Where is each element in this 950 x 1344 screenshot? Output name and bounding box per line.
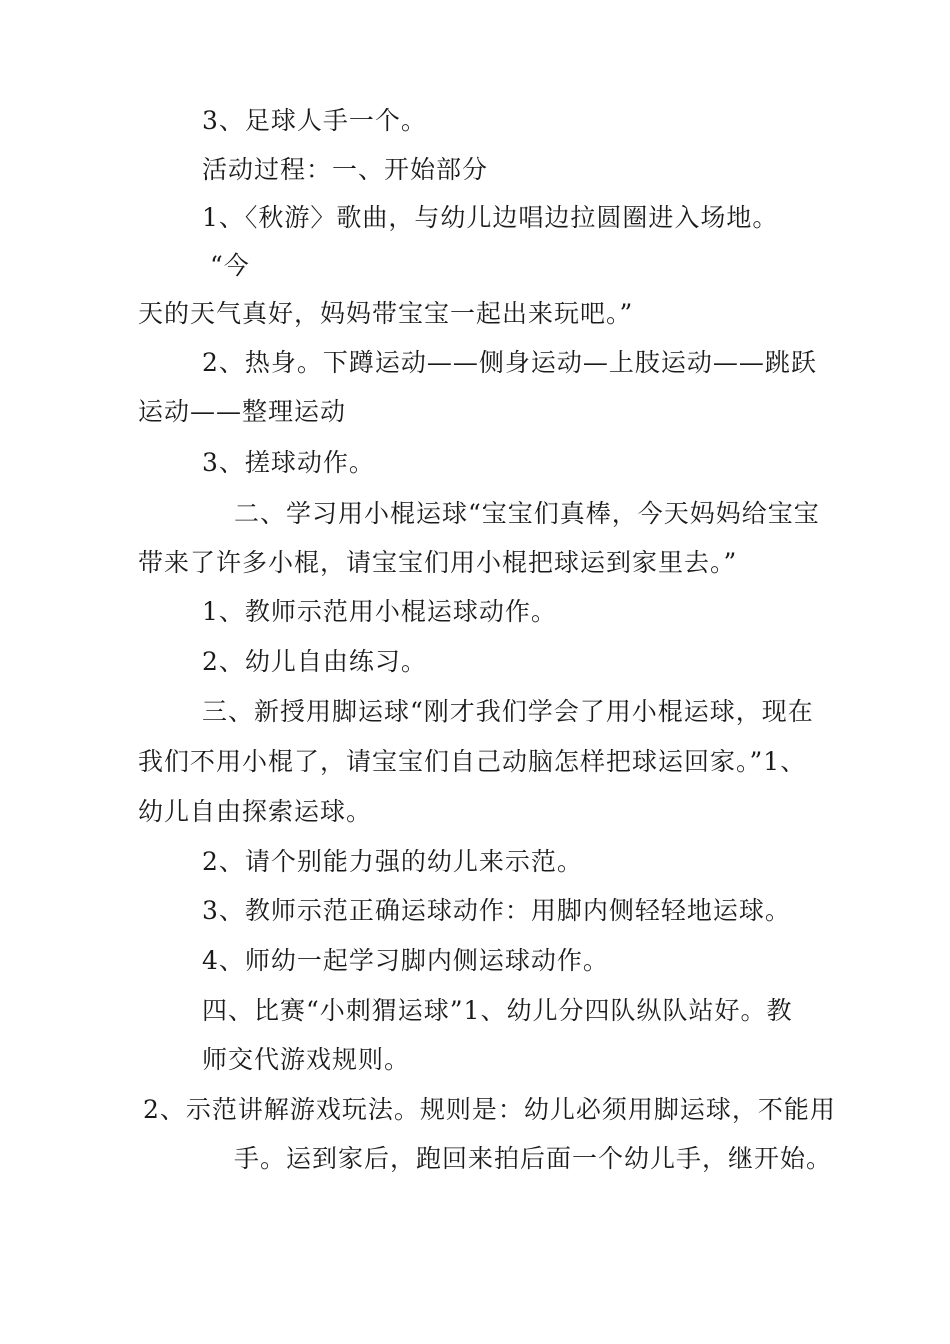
- text-line: 活动过程：一、开始部分: [202, 155, 489, 184]
- text-line: 二、学习用小棍运球“宝宝们真棒，今天妈妈给宝宝: [234, 499, 820, 528]
- text-line: 我们不用小棍了，请宝宝们自己动脑怎样把球运回家。”1、: [138, 747, 807, 776]
- text-line: 幼儿自由探索运球。: [138, 797, 373, 826]
- text-line: 3、搓球动作。: [202, 448, 375, 477]
- text-line: 1、〈秋游〉歌曲，与幼儿边唱边拉圆圈进入场地。: [202, 203, 779, 232]
- text-line: 2、幼儿自由练习。: [202, 647, 427, 676]
- text-line: 2、热身。下蹲运动——侧身运动—上肢运动——跳跃: [202, 348, 817, 377]
- text-line: 2、示范讲解游戏玩法。规则是：幼儿必须用脚运球，不能用: [143, 1095, 836, 1124]
- text-line: 师交代游戏规则。: [202, 1045, 411, 1074]
- text-line: 3、教师示范正确运球动作：用脚内侧轻轻地运球。: [202, 896, 791, 925]
- text-line: 手。运到家后，跑回来拍后面一个幼儿手，继开始。: [234, 1144, 833, 1173]
- text-line: 四、比赛“小刺猬运球”1、幼儿分四队纵队站好。教: [202, 996, 793, 1025]
- text-line: 2、请个别能力强的幼儿来示范。: [202, 847, 583, 876]
- text-line: 带来了许多小棍，请宝宝们用小棍把球运到家里去。”: [138, 548, 738, 577]
- text-line: “今: [210, 251, 250, 280]
- text-line: 1、教师示范用小棍运球动作。: [202, 597, 557, 626]
- text-line: 4、师幼一起学习脚内侧运球动作。: [202, 946, 609, 975]
- text-line: 三、新授用脚运球“刚才我们学会了用小棍运球，现在: [202, 697, 814, 726]
- text-line: 天的天气真好，妈妈带宝宝一起出来玩吧。”: [138, 299, 634, 328]
- text-line: 3、足球人手一个。: [202, 106, 427, 135]
- text-line: 运动——整理运动: [138, 397, 347, 426]
